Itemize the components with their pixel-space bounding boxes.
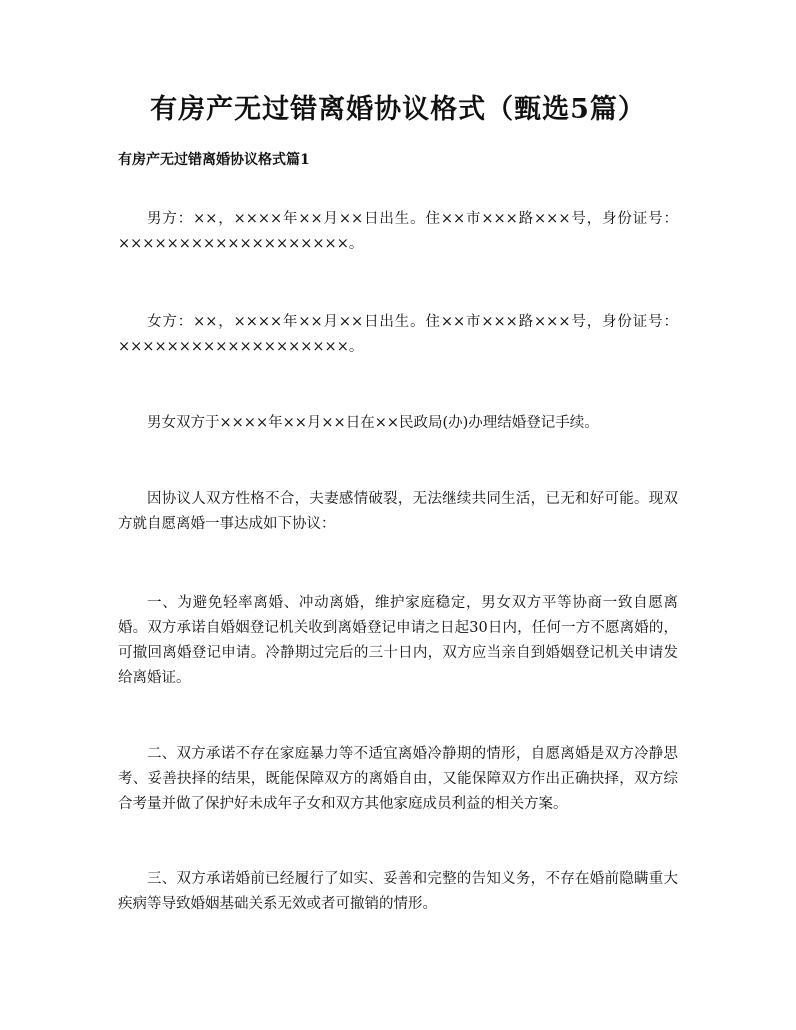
paragraph-reason: 因协议人双方性格不合，夫妻感情破裂，无法继续共同生活，已无和好可能。现双方就自愿离婚一事达成如下协议：: [118, 491, 678, 532]
document-title: 有房产无过错离婚协议格式（甄选5篇）: [150, 94, 646, 125]
paragraph-marriage-registration: 男女双方于××××年××月××日在××民政局(办)办理结婚登记手续。: [147, 415, 599, 431]
paragraph-clause-1: 一、为避免轻率离婚、冲动离婚，维护家庭稳定，男女双方平等协商一致自愿离婚。双方承诺自婚姻登记机关收到离婚登记申请之日起30日内，任何一方不愿离婚的，可撤回离婚登记申请。冷静期过完后的三十日内，双方应当亲自到婚姻登记机关申请发给离婚证。: [118, 595, 678, 686]
paragraph-clause-3: 三、双方承诺婚前已经履行了如实、妥善和完整的告知义务，不存在婚前隐瞒重大疾病等导致婚姻基础关系无效或者可撤销的情形。: [118, 871, 678, 912]
section-heading: 有房产无过错离婚协议格式篇1: [118, 152, 310, 168]
paragraph-wife-info: 女方：××，××××年××月××日出生。住××市×××路×××号，身份证号：×××××××××××××××××××。: [118, 314, 678, 355]
paragraph-husband-info: 男方：××，××××年××月××日出生。住××市×××路×××号，身份证号：×××××××××××××××××××。: [118, 211, 678, 252]
paragraph-clause-2: 二、双方承诺不存在家庭暴力等不适宜离婚冷静期的情形，自愿离婚是双方冷静思考、妥善抉择的结果，既能保障双方的离婚自由，又能保障双方作出正确抉择，双方综合考量并做了保护好未成年子女和双方其他家庭成员利益的相关方案。: [118, 746, 678, 812]
